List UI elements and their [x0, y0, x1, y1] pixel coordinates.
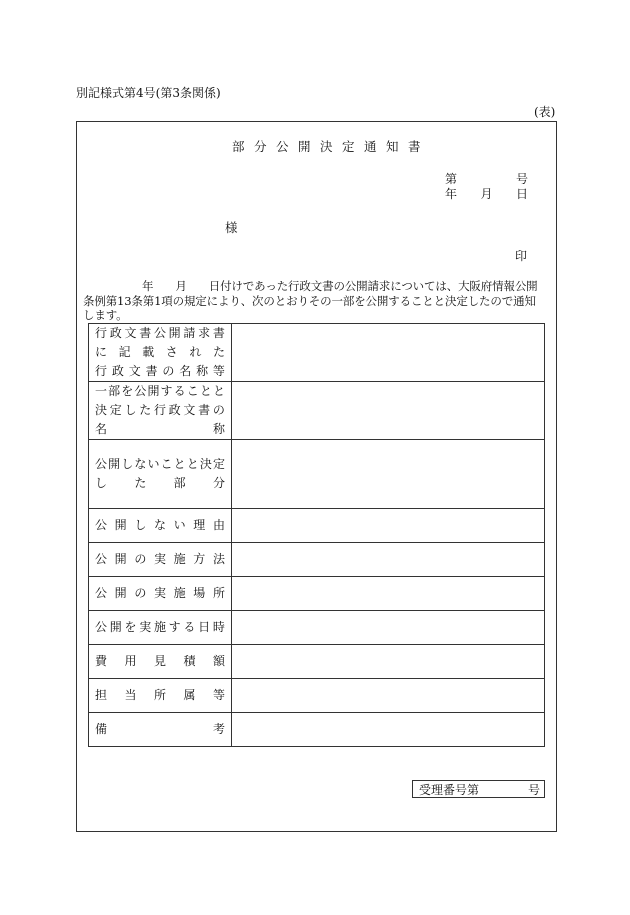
row-value[interactable] — [232, 543, 545, 577]
row-label-line: 費 用 見 積 額 — [95, 654, 225, 668]
table-row — [89, 440, 545, 509]
number-prefix: 第 — [445, 172, 458, 186]
row-label-line: し た 部 分 — [95, 476, 225, 490]
table-row — [89, 324, 545, 382]
notice-date — [445, 185, 528, 202]
row-label-line: 担 当 所 属 等 — [95, 688, 225, 702]
table-row — [89, 645, 545, 679]
row-value[interactable] — [232, 382, 545, 440]
row-label-line: 行 政 文 書 公 開 請 求 書 — [95, 326, 225, 340]
row-label-line: 公 開 の 実 施 方 法 — [95, 552, 225, 566]
number-suffix: 号 — [515, 172, 528, 186]
row-value[interactable] — [232, 679, 545, 713]
side-label: (表) — [534, 105, 556, 119]
row-label — [89, 324, 232, 382]
body-line-1 — [83, 278, 538, 294]
date-day: 日 — [515, 187, 528, 201]
body-month: 月 — [175, 279, 187, 293]
date-year: 年 — [445, 187, 458, 201]
table-row — [89, 611, 545, 645]
table-row — [89, 713, 545, 747]
date-month: 月 — [480, 187, 493, 201]
row-label-line: 公 開 を 実 施 す る 日 時 — [95, 620, 225, 634]
row-label-line: 公 開 し な い こ と と 決 定 — [95, 457, 225, 471]
row-value[interactable] — [232, 577, 545, 611]
receipt-label: 受理番号第 — [419, 782, 480, 797]
form-caption: 別記様式第4号(第3条関係) — [76, 86, 221, 100]
detail-table — [88, 323, 545, 747]
row-label — [89, 611, 232, 645]
row-value[interactable] — [232, 611, 545, 645]
receipt-suffix: 号 — [527, 782, 540, 797]
table-row — [89, 509, 545, 543]
row-label-line: 名 称 — [95, 422, 225, 436]
row-label — [89, 543, 232, 577]
row-label-line: に 記 載 さ れ た — [95, 345, 225, 359]
row-value[interactable] — [232, 645, 545, 679]
row-label — [89, 382, 232, 440]
table-row — [89, 577, 545, 611]
row-label — [89, 440, 232, 509]
body-line-1-text: 日付けであった行政文書の公開請求については、大阪府情報公開 — [208, 279, 538, 293]
row-label — [89, 577, 232, 611]
seal-mark: 印 — [515, 249, 528, 263]
row-value[interactable] — [232, 324, 545, 382]
row-label-line: 行 政 文 書 の 名 称 等 — [95, 364, 225, 378]
row-label — [89, 509, 232, 543]
row-label-line: 備 考 — [95, 722, 225, 736]
document-title: 部分公開決定通知書 — [232, 139, 431, 154]
table-row — [89, 543, 545, 577]
body-year: 年 — [142, 279, 154, 293]
row-label — [89, 645, 232, 679]
row-label — [89, 713, 232, 747]
row-label — [89, 679, 232, 713]
row-label-line: 公 開 し な い 理 由 — [95, 518, 225, 532]
body-line-3: します。 — [83, 308, 128, 322]
body-line-2: 条例第13条第1項の規定により、次のとおりその一部を公開することと決定したので通知 — [83, 294, 536, 308]
addressee-honorific: 様 — [225, 220, 238, 235]
row-label-line: 一 部 を 公 開 す る こ と と — [95, 384, 225, 398]
table-row — [89, 679, 545, 713]
row-label-line: 公 開 の 実 施 場 所 — [95, 586, 225, 600]
row-value[interactable] — [232, 440, 545, 509]
table-row — [89, 382, 545, 440]
receipt-number-box — [412, 780, 545, 798]
row-value[interactable] — [232, 713, 545, 747]
row-label-line: 決 定 し た 行 政 文 書 の — [95, 403, 225, 417]
row-value[interactable] — [232, 509, 545, 543]
